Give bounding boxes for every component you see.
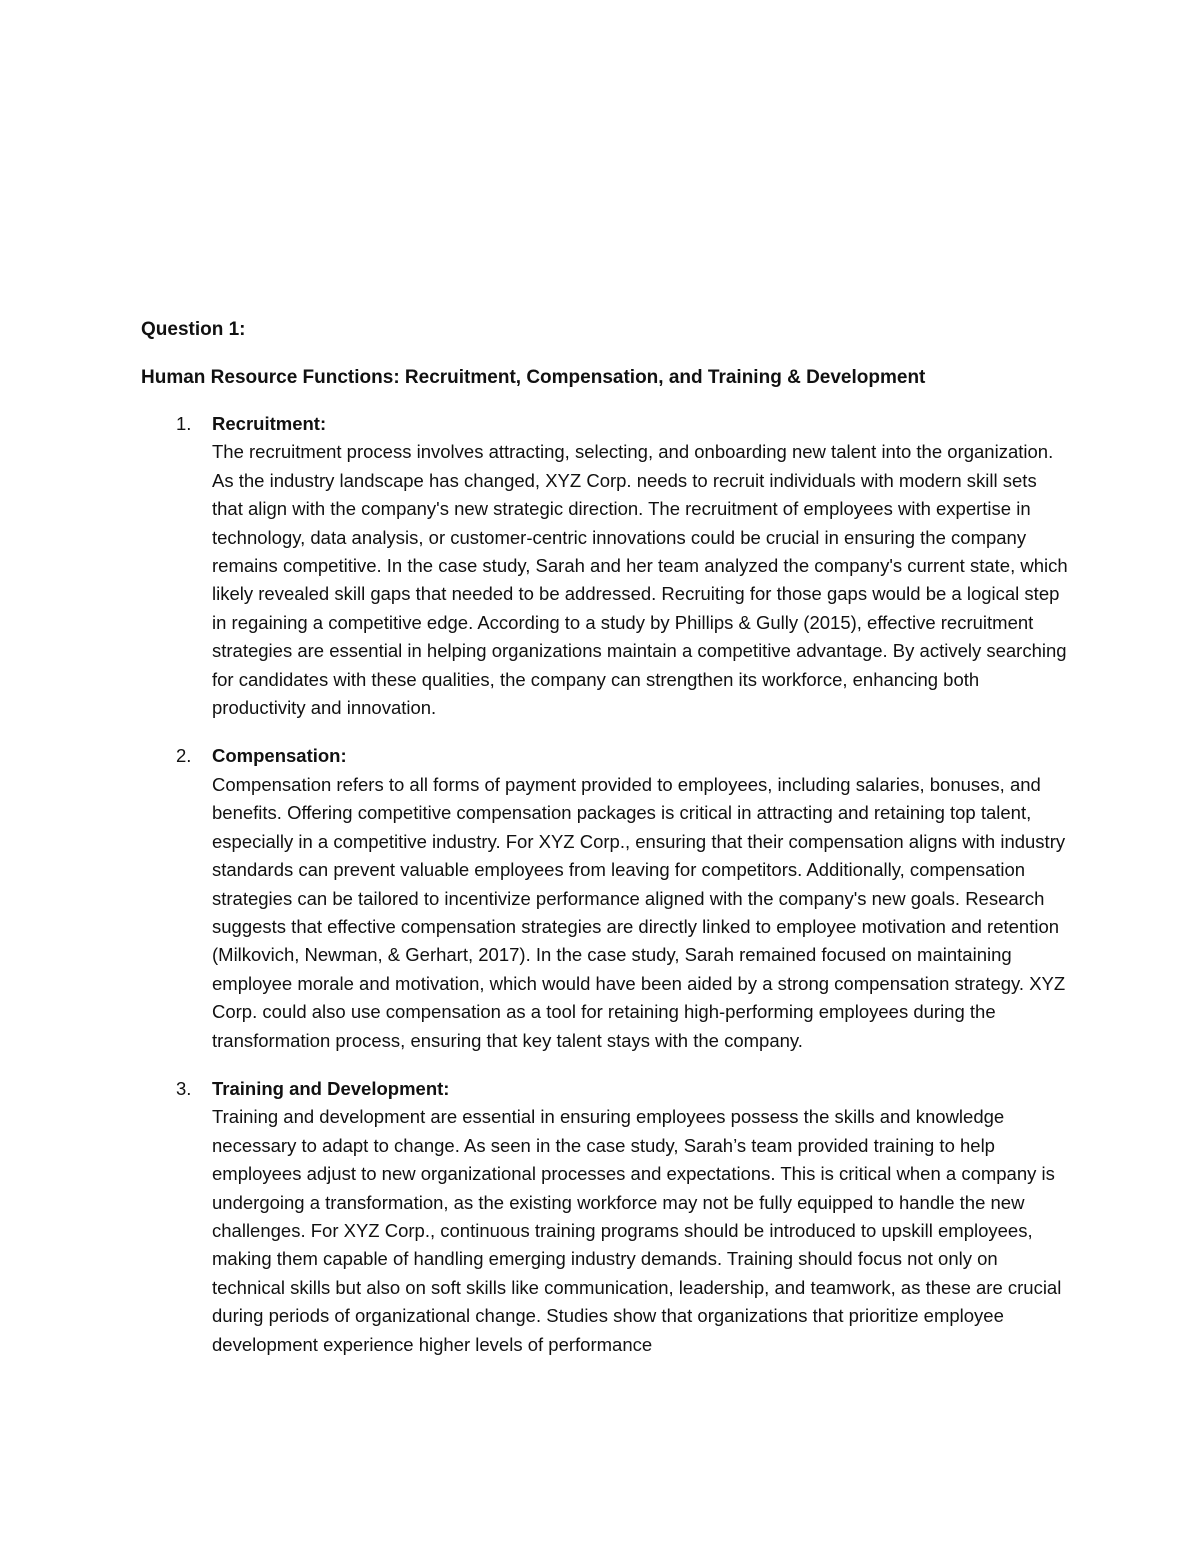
section-recruitment [141,410,1071,722]
section-number: 3. [176,1077,192,1099]
section-number: 2. [176,745,192,767]
section-body: Training and development are essential in ensuring employees possess the skills and knowledge necessary to adapt to change. As seen in the case study, Sarah’s team provided training to help employees adjust to new organizational processes and expectations. This is critical when a company is undergoing a transformation, as the existing workforce may not be fully equipped to handle the new challenges. For XYZ Corp., continuous training programs should be introduced to upskill employees, making them capable of handling emerging industry demands. Training should focus not only on technical skills but also on soft skills like communication, leadership, and teamwork, as these are crucial during periods of organizational change. Studies show that organizations that prioritize employee development experience higher levels of performance [212,1106,1062,1355]
section-training-development [141,1075,1071,1359]
section-heading: Training and Development: [212,1077,450,1099]
document-content [141,316,1071,1379]
section-body: The recruitment process involves attracting, selecting, and onboarding new talent into the organization. As the industry landscape has changed, XYZ Corp. needs to recruit individuals with modern skill sets that align with the company's new strategic direction. The recruitment of employees with expertise in technology, data analysis, or customer-centric innovations could be crucial in ensuring the company remains competitive. In the case study, Sarah and her team analyzed the company's current state, which likely revealed skill gaps that needed to be addressed. Recruiting for those gaps would be a logical step in regaining a competitive edge. According to a study by Phillips & Gully (2015), effective recruitment strategies are essential in helping organizations maintain a competitive advantage. By actively searching for candidates with these qualities, the company can strengthen its workforce, enhancing both productivity and innovation. [212,441,1068,719]
section-number: 1. [176,413,192,434]
document-title: Human Resource Functions: Recruitment, Compensation, and Training & Development [141,367,926,388]
question-label: Question 1: [141,319,246,340]
section-compensation [141,742,1071,1054]
section-heading: Recruitment: [212,413,327,434]
sections-list [141,410,1071,1359]
section-body: Compensation refers to all forms of payment provided to employees, including salaries, bonuses, and benefits. Offering competitive compensation packages is critical in attracting and retaining top talent, especially in a competitive industry. For XYZ Corp., ensuring that their compensation aligns with industry standards can prevent valuable employees from leaving for competitors. Additionally, compensation strategies can be tailored to incentivize performance aligned with the company's new goals. Research suggests that effective compensation strategies are directly linked to employee motivation and retention (Milkovich, Newman, & Gerhart, 2017). In the case study, Sarah remained focused on maintaining employee morale and motivation, which would have been aided by a strong compensation strategy. XYZ Corp. could also use compensation as a tool for retaining high-performing employees during the transformation process, ensuring that key talent stays with the company. [212,773,1066,1051]
section-heading: Compensation: [212,745,347,767]
